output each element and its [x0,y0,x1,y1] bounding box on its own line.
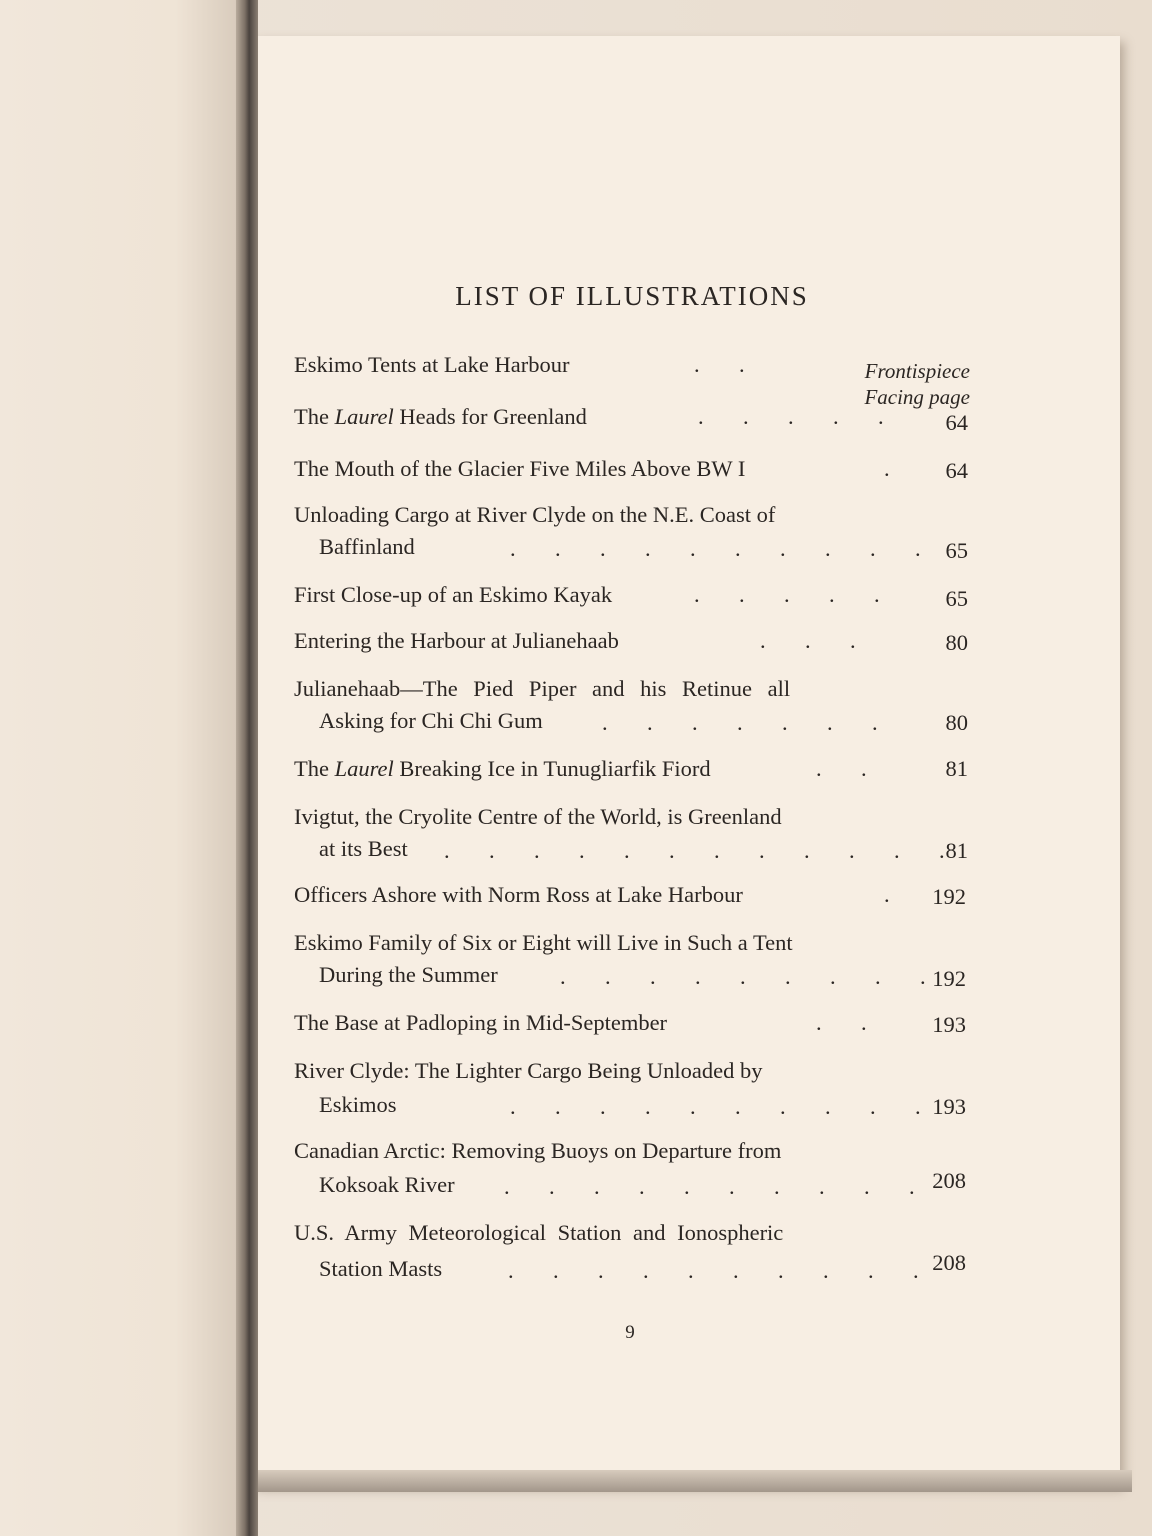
entry-title-continued: During the Summer [319,962,498,987]
entry-title-continued: Station Masts [319,1256,443,1281]
leader-dots: . . [816,756,867,781]
leader-dots: . . . . . [698,404,884,429]
leader-dots: . [884,882,890,907]
page-ref: 192 [932,884,966,909]
left-page [0,0,250,1536]
entry-title: River Clyde: The Lighter Cargo Being Unloaded by [294,1058,763,1083]
page-number: 9 [625,1322,635,1343]
page-ref: 193 [932,1012,966,1037]
entry-title: First Close-up of an Eskimo Kayak [294,582,613,607]
leader-dots: . [884,456,890,481]
leader-dots: . . . . . . . . . . . . [444,838,945,863]
page-ref: 81 [945,756,968,781]
page-ref: 64 [945,410,968,435]
leader-dots: . . . . . . . . . . [508,1258,919,1283]
entry-title-continued: Eskimos [319,1092,397,1117]
entry-title: Officers Ashore with Norm Ross at Lake Harbour [294,882,743,907]
entry-title: Ivigtut, the Cryolite Centre of the World, is Greenland [294,804,782,829]
entry-title: The Laurel Heads for Greenland [294,404,587,429]
page-ref: 193 [932,1094,966,1119]
entry-title: The Laurel Breaking Ice in Tunugliarfik Fiord [294,756,711,781]
entry-title: Entering the Harbour at Julianehaab [294,628,619,653]
leader-dots: . . . . . . . . . . [504,1174,915,1199]
leader-dots: . . . . . . . [602,710,878,735]
page-ref: 81 [945,838,968,863]
page-ref: 80 [945,630,968,655]
leader-dots: . . . [760,628,856,653]
leader-dots: . . [816,1010,867,1035]
page-ref: 80 [945,710,968,735]
page-ref: 65 [945,538,968,563]
page-ref: 64 [945,458,968,483]
frontispiece-label: Frontispiece [864,359,970,383]
entry-title: Eskimo Family of Six or Eight will Live in Such a Tent [294,930,793,955]
page-ref: 208 [932,1168,966,1193]
page-ref: 192 [932,966,966,991]
leader-dots: . . . . . . . . . [560,964,926,989]
entry-title-continued: Koksoak River [319,1172,455,1197]
entry-title: Canadian Arctic: Removing Buoys on Departure from [294,1138,782,1163]
page-title: LIST OF ILLUSTRATIONS [455,281,809,311]
leader-dots: . . [694,352,745,377]
entry-title-continued: Baffinland [319,534,415,559]
entry-title: U.S. Army Meteorological Station and Ionospheric [294,1220,784,1245]
page-ref: 208 [932,1250,966,1275]
entry-title: The Mouth of the Glacier Five Miles Above BW I [294,456,746,481]
entry-title: The Base at Padloping in Mid-September [294,1010,668,1035]
leader-dots: . . . . . [694,582,880,607]
facing-page-label: Facing page [864,385,970,409]
page-ref: 65 [945,586,968,611]
leader-dots: . . . . . . . . . . [510,536,921,561]
page-edge [252,1470,1132,1492]
entry-title-continued: at its Best [319,836,408,861]
book-gutter [236,0,258,1536]
entry-title: Julianehaab—The Pied Piper and his Retinue all [294,676,791,701]
entry-title: Eskimo Tents at Lake Harbour [294,352,570,377]
entry-title-continued: Asking for Chi Chi Gum [319,708,543,733]
leader-dots: . . . . . . . . . . [510,1094,921,1119]
entry-title: Unloading Cargo at River Clyde on the N.E. Coast of [294,502,776,527]
